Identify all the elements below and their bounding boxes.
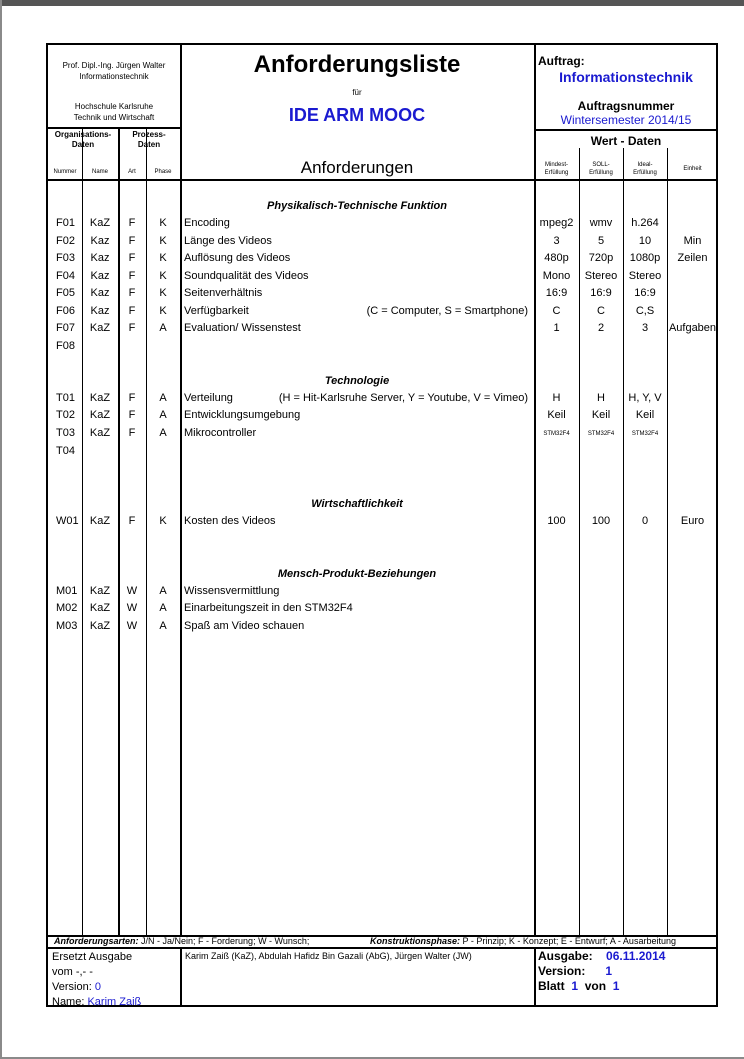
row-number: M02 [56,602,78,614]
row-ideal: Keil [635,409,655,421]
ausgabe-line [538,949,665,964]
row-soll: 100 [591,515,611,527]
name-line [52,995,141,1010]
row-requirement: Auflösung des Videos [184,252,291,264]
row-ideal: h.264 [631,217,659,229]
row-soll: Stereo [584,270,618,282]
row-unit: Euro [680,515,705,527]
row-min: Mono [542,270,571,282]
row-phase: K [159,305,167,317]
author-name: Prof. Dipl.-Ing. Jürgen Walter [62,61,166,70]
row-min: 3 [553,235,560,247]
row-number: F08 [56,340,75,352]
row-name: KaZ [89,322,111,334]
legend-phase-text: P - Prinzip; K - Konzept; E - Entwurf; A - Ausarbeitung [462,936,676,946]
version2-value: 1 [605,964,613,978]
row-number: T03 [56,427,75,439]
section-title: Physikalisch-Technische Funktion [267,200,447,212]
table-row [48,287,720,304]
vom-label: vom -,- - [52,966,93,978]
name-value: Karim Zaiß [87,996,142,1008]
table-row [48,602,720,619]
author-department: Informationstechnik [79,72,149,81]
legend-arten-text: J/N - Ja/Nein; F - Forderung; W - Wunsch; [141,936,310,946]
row-requirement: Evaluation/ Wissenstest [184,322,301,334]
row-art: W [126,602,138,614]
row-name: Kaz [90,235,110,247]
row-name: KaZ [89,409,111,421]
row-ideal: C,S [635,305,655,317]
table-row [48,322,720,339]
col-soll-line1: SOLL- [592,162,610,168]
von-value: 1 [612,979,620,993]
row-number: W01 [56,515,79,527]
row-name: KaZ [89,392,111,404]
authors-text: Karim Zaiß (KaZ), Abdulah Hafidz Bin Gazali (AbG), Jürgen Walter (JW) [185,951,472,961]
row-ideal: 0 [641,515,649,527]
row-name: Kaz [90,287,110,299]
row-min: mpeg2 [539,217,574,229]
process-data-header-line1: Prozess- [132,130,166,139]
row-art: F [128,392,136,404]
row-number: T01 [56,392,75,404]
row-name: Kaz [90,270,110,282]
col-phase: Phase [154,169,172,175]
col-anforderungen: Anforderungen [300,158,414,177]
auftragsnummer-value: Wintersemester 2014/15 [560,113,692,127]
row-name: KaZ [89,427,111,439]
row-soll: 5 [597,235,605,247]
col-ideal-line1: Ideal- [637,162,653,168]
row-number: T02 [56,409,75,421]
row-soll: wmv [589,217,613,229]
row-soll: 720p [588,252,614,264]
table-row [48,217,720,234]
row-unit: Zeilen [677,252,708,264]
row-ideal: 3 [641,322,649,334]
row-number: M01 [56,585,78,597]
legend-phase-label: Konstruktionsphase: [370,936,461,946]
col-nummer: Nummer [53,169,77,175]
blatt-line [538,979,665,994]
row-art: F [128,217,136,229]
row-phase: K [159,235,167,247]
table-row [48,620,720,637]
section-title: Wirtschaftlichkeit [311,498,403,510]
row-art: F [128,305,136,317]
row-soll: 16:9 [590,287,612,299]
row-min: STM32F4 [543,431,570,437]
col-mindest [534,161,579,177]
table-row [48,392,720,409]
von-label: von [584,979,607,993]
requirements-sheet [46,43,718,1007]
divider-column-header [48,179,718,181]
row-phase: A [159,602,167,614]
row-phase: A [159,409,167,421]
row-requirement: Seitenverhältnis [184,287,263,299]
row-name: KaZ [89,620,111,632]
legend-line [54,936,309,946]
row-phase: K [159,287,167,299]
col-mindest-line2: Erfüllung [544,170,569,176]
fuer-label: für [352,88,362,97]
row-phase: A [159,620,167,632]
blatt-label: Blatt [538,979,565,993]
row-soll: 2 [597,322,605,334]
row-phase: K [159,515,167,527]
row-phase: K [159,270,167,282]
row-name: Kaz [90,252,110,264]
col-einheit: Einheit [683,166,702,172]
row-number: F07 [56,322,75,334]
row-unit: Aufgaben [668,322,717,334]
row-number: F06 [56,305,75,317]
row-name: KaZ [89,602,111,614]
school-block [48,101,180,123]
table-row [48,515,720,532]
row-ideal: H, Y, V [628,392,662,404]
table-row [48,252,720,269]
row-requirement: Wissensvermittlung [184,585,280,597]
row-requirement: Verfügbarkeit [184,305,249,317]
row-requirement: Soundqualität des Videos [184,270,309,282]
page-title: Anforderungsliste [253,51,461,78]
row-requirement: Länge des Videos [184,235,272,247]
table-row [48,427,720,444]
row-min: 16:9 [545,287,568,299]
row-requirement: Entwicklungsumgebung [184,409,301,421]
row-phase: A [159,322,167,334]
revision-block [52,950,141,1010]
auftrag-label: Auftrag: [538,54,585,68]
version2-label: Version: [538,964,586,978]
process-data-header [118,130,180,150]
row-phase: K [159,252,167,264]
row-ideal: STM32F4 [631,431,659,437]
row-name: KaZ [89,585,111,597]
col-soll-line2: Erfüllung [589,170,613,176]
author-block [48,60,180,82]
legend-phase [370,936,676,946]
version-line [52,980,141,995]
row-requirement: Einarbeitungszeit in den STM32F4 [184,602,353,614]
row-min: H [552,392,561,404]
row-art: F [128,252,136,264]
row-ideal: 16:9 [634,287,656,299]
col-ideal [623,161,667,177]
row-soll: H [597,392,605,404]
row-min: 1 [553,322,560,334]
org-data-header-line2: Daten [71,140,95,149]
col-ideal-line2: Erfüllung [633,170,657,176]
row-phase: A [159,392,167,404]
table-row [48,235,720,252]
version2-line [538,964,665,979]
row-ideal: Stereo [628,270,662,282]
ausgabe-value: 06.11.2014 [606,949,666,963]
issue-block [538,949,665,994]
row-number: F03 [56,252,75,264]
ausgabe-label: Ausgabe: [538,949,593,963]
col-mindest-line1: Mindest- [544,162,568,168]
auftragsnummer-label: Auftragsnummer [577,99,675,113]
section-title: Mensch-Produkt-Beziehungen [277,568,437,580]
row-ideal: 10 [638,235,652,247]
row-unit: Min [683,235,702,247]
row-requirement: Kosten des Videos [184,515,276,527]
col-art: Art [128,169,136,175]
school-subtitle: Technik und Wirtschaft [73,113,155,122]
row-number: M03 [56,620,78,632]
row-number: T04 [56,445,75,457]
project-name: IDE ARM MOOC [288,105,426,125]
row-min: 100 [547,515,566,527]
window-top-edge [0,0,744,6]
wert-daten-header: Wert - Daten [590,134,662,148]
table-row [48,445,720,462]
row-note: (C = Computer, S = Smartphone) [366,305,528,317]
row-phase: A [159,427,167,439]
row-requirement: Mikrocontroller [184,427,257,439]
auftrag-value: Informationstechnik [559,69,693,85]
row-art: F [128,409,136,421]
row-art: F [128,322,136,334]
org-data-header-line1: Organisations- [54,130,112,139]
row-art: W [126,585,138,597]
version-label: Version: [52,981,92,993]
row-art: W [126,620,138,632]
org-data-header [48,130,118,150]
row-ideal: 1080p [629,252,661,264]
table-row [48,585,720,602]
row-note: (H = Hit-Karlsruhe Server, Y = Youtube, V = Vimeo) [278,392,528,404]
row-name: KaZ [89,217,111,229]
row-requirement: Encoding [184,217,230,229]
row-art: F [128,427,136,439]
process-data-header-line2: Daten [137,140,161,149]
row-phase: K [159,217,167,229]
row-phase: A [159,585,167,597]
row-art: F [128,235,136,247]
table-row [48,270,720,287]
row-number: F02 [56,235,75,247]
section-title: Technologie [324,375,390,387]
divider-footer-left [180,947,182,1007]
divider-left-header [48,127,180,129]
row-soll: C [597,305,605,317]
divider-footer-right [534,947,536,1007]
divider-right-header [534,129,718,131]
legend-arten-label: Anforderungsarten: [54,936,139,946]
row-number: F01 [56,217,75,229]
col-name: Name [91,169,108,175]
table-row [48,409,720,426]
row-min: Keil [547,409,566,421]
row-art: F [128,515,136,527]
row-soll: Keil [591,409,611,421]
name-label: Name: [52,996,85,1008]
blatt-value: 1 [571,979,579,993]
table-row [48,340,720,357]
ersetzt-label: Ersetzt Ausgabe [52,951,133,963]
window-left-edge [0,0,2,1059]
row-soll: STM32F4 [587,431,615,437]
row-name: KaZ [89,515,111,527]
row-number: F05 [56,287,75,299]
col-soll [579,161,623,177]
row-min: C [552,305,561,317]
school-name: Hochschule Karlsruhe [74,102,154,111]
row-requirement: Spaß am Video schauen [184,620,305,632]
table-row [48,305,720,322]
row-art: F [128,270,136,282]
row-number: F04 [56,270,75,282]
row-min: 480p [544,252,569,264]
row-requirement: Verteilung [184,392,233,404]
version-value: 0 [94,981,101,993]
row-art: F [128,287,136,299]
row-name: Kaz [90,305,110,317]
